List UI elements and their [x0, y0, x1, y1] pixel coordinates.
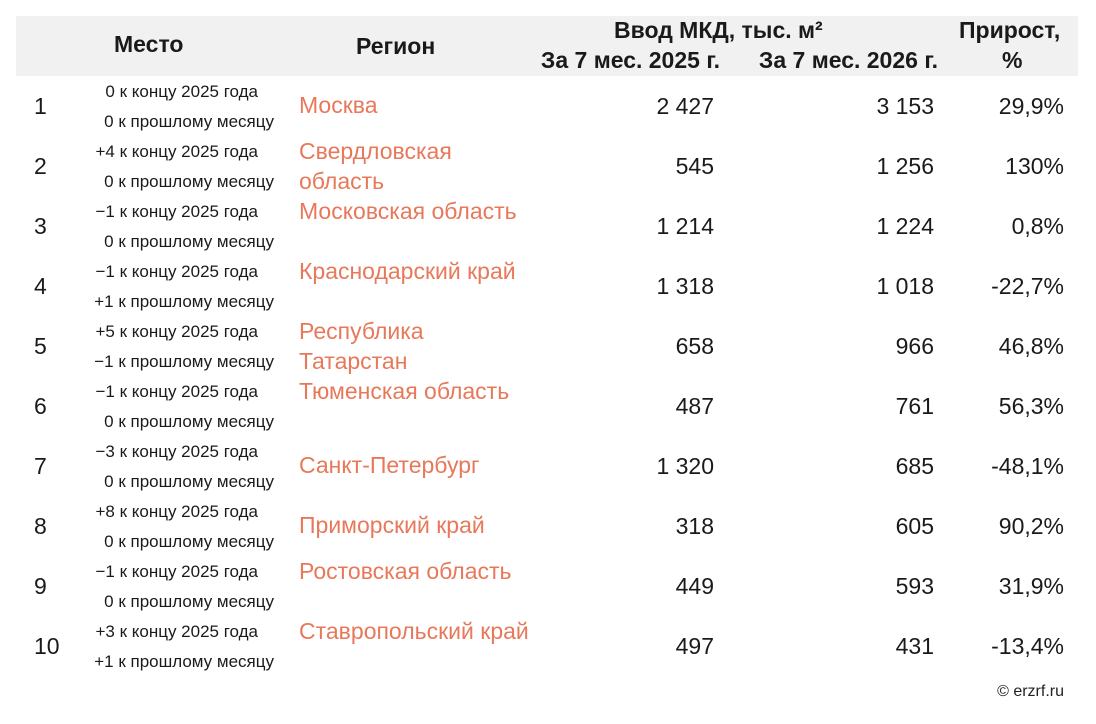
rank-change-month: 0 к прошлому месяцу [104, 232, 274, 251]
table-row [0, 556, 1096, 616]
header-growth-unit: % [1002, 47, 1023, 73]
rank-cell: 3 [34, 213, 47, 239]
region-cell: Московская область [299, 198, 517, 224]
value-2025-cell: 497 [675, 633, 714, 659]
header-input-group: Ввод МКД, тыс. м² [614, 17, 823, 43]
growth-cell: -48,1% [991, 453, 1064, 479]
rank-change-year: +8 к концу 2025 года [95, 502, 258, 521]
table-row [0, 376, 1096, 436]
region-cell: Санкт-Петербург [299, 452, 480, 478]
value-2026-cell: 593 [895, 573, 934, 599]
header-place: Место [114, 31, 184, 57]
region-cell: Свердловская область [299, 138, 452, 194]
region-cell: Приморский край [299, 512, 485, 538]
header-period-2026: За 7 мес. 2026 г. [758, 47, 938, 73]
growth-cell: 56,3% [998, 393, 1064, 419]
table-row [0, 616, 1096, 676]
value-2026-cell: 605 [895, 513, 934, 539]
value-2025-cell: 1 320 [656, 453, 714, 479]
rank-change-year: +5 к концу 2025 года [95, 322, 258, 341]
header-period-2025: За 7 мес. 2025 г. [540, 47, 720, 73]
region-cell: Москва [299, 92, 378, 118]
growth-cell: -13,4% [991, 633, 1064, 659]
rank-change-month: 0 к прошлому месяцу [104, 532, 274, 551]
table-row [0, 496, 1096, 556]
rank-cell: 2 [34, 153, 47, 179]
region-cell: Краснодарский край [299, 258, 516, 284]
rank-cell: 10 [34, 633, 60, 659]
value-2026-cell: 431 [895, 633, 934, 659]
growth-cell: 130% [1005, 153, 1064, 179]
growth-cell: 90,2% [998, 513, 1064, 539]
table-row [0, 196, 1096, 256]
rank-cell: 4 [34, 273, 47, 299]
region-cell: Тюменская область [299, 378, 510, 404]
value-2025-cell: 449 [675, 573, 714, 599]
rank-change-month: 0 к прошлому месяцу [104, 412, 274, 431]
value-2025-cell: 1 214 [656, 213, 714, 239]
rank-change-year: +4 к концу 2025 года [95, 142, 258, 161]
rank-change-month: 0 к прошлому месяцу [104, 592, 274, 611]
value-2025-cell: 1 318 [656, 273, 714, 299]
rank-change-month: 0 к прошлому месяцу [104, 112, 274, 131]
rank-cell: 7 [34, 453, 47, 479]
value-2026-cell: 761 [895, 393, 934, 419]
rank-change-year: −1 к концу 2025 года [95, 262, 258, 281]
table-row [0, 76, 1096, 136]
rank-change-month: +1 к прошлому месяцу [94, 292, 274, 311]
value-2026-cell: 1 018 [876, 273, 934, 299]
value-2026-cell: 685 [895, 453, 934, 479]
header-growth: Прирост, [959, 17, 1061, 43]
rank-cell: 6 [34, 393, 47, 419]
growth-cell: 31,9% [998, 573, 1064, 599]
rank-change-month: +1 к прошлому месяцу [94, 652, 274, 671]
value-2026-cell: 966 [895, 333, 934, 359]
rank-change-month: 0 к прошлому месяцу [104, 472, 274, 491]
value-2025-cell: 318 [675, 513, 714, 539]
rank-change-year: 0 к концу 2025 года [105, 82, 258, 101]
value-2026-cell: 3 153 [876, 93, 934, 119]
value-2025-cell: 658 [675, 333, 714, 359]
rank-change-year: −3 к концу 2025 года [95, 442, 258, 461]
rank-change-year: −1 к концу 2025 года [95, 202, 258, 221]
growth-cell: -22,7% [991, 273, 1064, 299]
value-2026-cell: 1 224 [876, 213, 934, 239]
table-row [0, 316, 1096, 376]
value-2025-cell: 2 427 [656, 93, 714, 119]
header-region: Регион [356, 33, 436, 59]
region-cell: Республика Татарстан [299, 318, 424, 374]
rank-change-year: −1 к концу 2025 года [95, 382, 258, 401]
table-row [0, 256, 1096, 316]
rank-change-year: +3 к концу 2025 года [95, 622, 258, 641]
rank-cell: 1 [34, 93, 47, 119]
table-row [0, 436, 1096, 496]
table-row [0, 136, 1096, 196]
rank-cell: 9 [34, 573, 47, 599]
rank-cell: 8 [34, 513, 47, 539]
rank-change-month: −1 к прошлому месяцу [94, 352, 274, 371]
rank-cell: 5 [34, 333, 47, 359]
table-body [0, 76, 1096, 676]
growth-cell: 0,8% [1011, 213, 1064, 239]
growth-cell: 29,9% [998, 93, 1064, 119]
region-cell: Ростовская область [299, 558, 512, 584]
rank-change-month: 0 к прошлому месяцу [104, 172, 274, 191]
table-header [16, 16, 1078, 76]
growth-cell: 46,8% [998, 333, 1064, 359]
region-cell: Ставропольский край [299, 618, 529, 644]
copyright: © erzrf.ru [997, 683, 1064, 700]
value-2025-cell: 545 [675, 153, 714, 179]
value-2025-cell: 487 [675, 393, 714, 419]
rank-change-year: −1 к концу 2025 года [95, 562, 258, 581]
value-2026-cell: 1 256 [876, 153, 934, 179]
